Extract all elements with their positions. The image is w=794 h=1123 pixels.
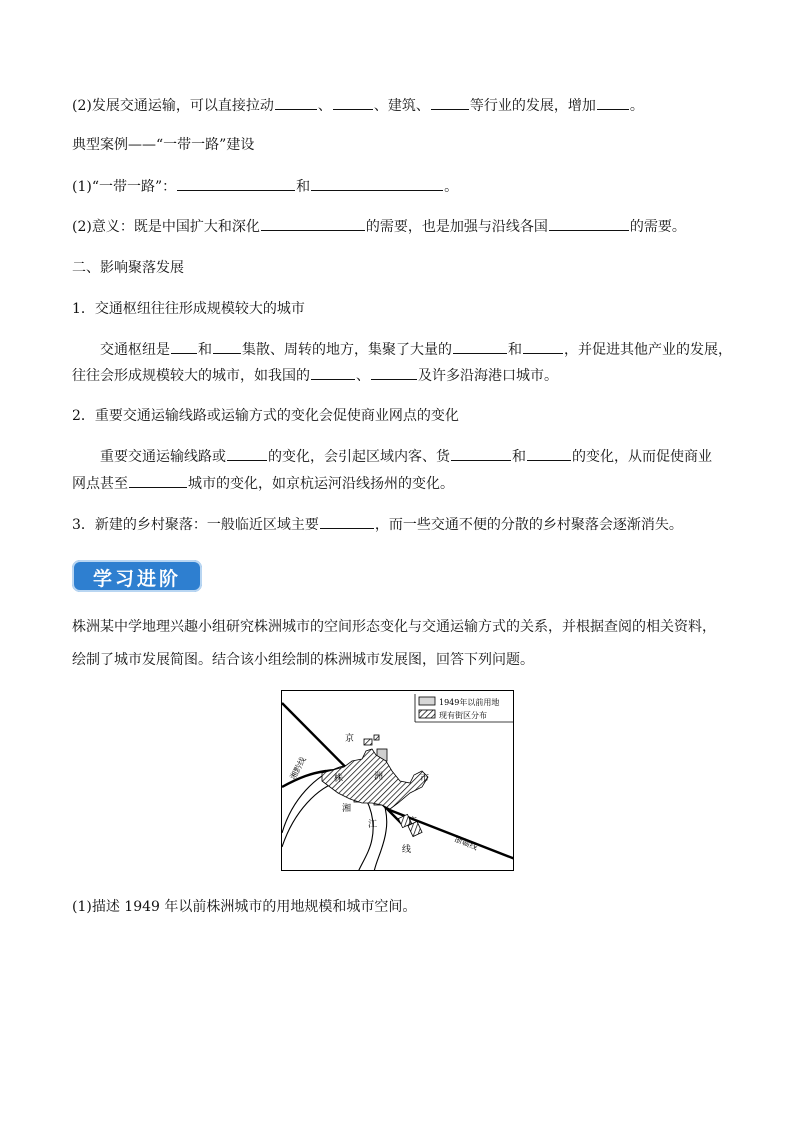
- label-zhou: 洲: [374, 772, 384, 782]
- text-line-10: 重要交通运输线路或 的变化，会引起区域内客、货 和 的变化，从而促使商业: [100, 446, 712, 467]
- blank[interactable]: [275, 95, 317, 110]
- case-heading: 典型案例——“一带一路”建设: [72, 137, 255, 153]
- label-zhu: 株: [334, 774, 344, 784]
- label-zhegan: 浙赣线: [453, 834, 479, 852]
- question-1: (1)描述 1949 年以前株洲城市的用地规模和城市空间。: [72, 899, 417, 915]
- legend-new-label: 现有街区分布: [439, 711, 487, 720]
- intro-line-1: 株洲某中学地理兴趣小组研究株洲城市的空间形态变化与交通运输方式的关系，并根据查阅的相关资料，: [72, 619, 716, 635]
- subheading-1: 1．交通枢纽往往形成规模较大的城市: [72, 301, 305, 317]
- text-line-12: 3．新建的乡村聚落：一般临近区域主要 ，而一些交通不便的分散的乡村聚落会逐渐消失。: [72, 514, 683, 535]
- label-xiang: 湘: [342, 804, 352, 814]
- subheading-2: 2．重要交通运输线路或运输方式的变化会促使商业网点的变化: [72, 408, 459, 424]
- blank[interactable]: [549, 216, 629, 231]
- zhuzhou-map: [281, 690, 514, 871]
- blank[interactable]: [129, 473, 187, 488]
- blank[interactable]: [523, 339, 563, 354]
- section-heading-2: 二、影响聚落发展: [72, 260, 184, 276]
- blank[interactable]: [333, 95, 373, 110]
- text-line-7: 交通枢纽是 和 集散、周转的地方，集聚了大量的 和 ，并促进其他产业的发展，: [100, 339, 732, 360]
- label-jing: 京: [345, 734, 355, 744]
- label-guang: 广: [408, 817, 418, 827]
- blank[interactable]: [453, 339, 507, 354]
- blank[interactable]: [261, 216, 365, 231]
- blank[interactable]: [597, 95, 629, 110]
- blank[interactable]: [320, 514, 374, 529]
- blank[interactable]: [431, 95, 469, 110]
- text-line-1: (2)发展交通运输，可以直接拉动 、 、建筑、 等行业的发展，增加 。: [72, 95, 644, 116]
- text-line-4: (2)意义：既是中国扩大和深化 的需要，也是加强与沿线各国 的需要。: [72, 216, 686, 237]
- map-legend: [415, 694, 514, 722]
- text-line-8: 往往会形成规模较大的城市，如我国的 、 及许多沿海港口城市。: [72, 365, 558, 386]
- blank[interactable]: [451, 446, 511, 461]
- blank[interactable]: [311, 176, 443, 191]
- intro-line-2: 绘制了城市发展简图。结合该小组绘制的株洲城市发展图，回答下列问题。: [72, 652, 534, 668]
- blank[interactable]: [371, 365, 417, 380]
- label-xiangqian: 湘黔线: [288, 755, 308, 782]
- text-line-11: 网点甚至 城市的变化，如京杭运河沿线扬州的变化。: [72, 473, 454, 494]
- section-banner: 学习进阶: [72, 560, 202, 592]
- blank[interactable]: [527, 446, 571, 461]
- blank[interactable]: [227, 446, 267, 461]
- blank[interactable]: [213, 339, 241, 354]
- label-jiang: 江: [368, 820, 378, 830]
- label-xian: 线: [402, 845, 412, 855]
- blank[interactable]: [171, 339, 197, 354]
- text-line-3: (1)“一带一路”： 和 。: [72, 176, 458, 197]
- blank[interactable]: [177, 176, 295, 191]
- blank[interactable]: [311, 365, 355, 380]
- label-shi: 市: [420, 774, 430, 784]
- legend-old-label: 1949年以前用地: [439, 698, 500, 707]
